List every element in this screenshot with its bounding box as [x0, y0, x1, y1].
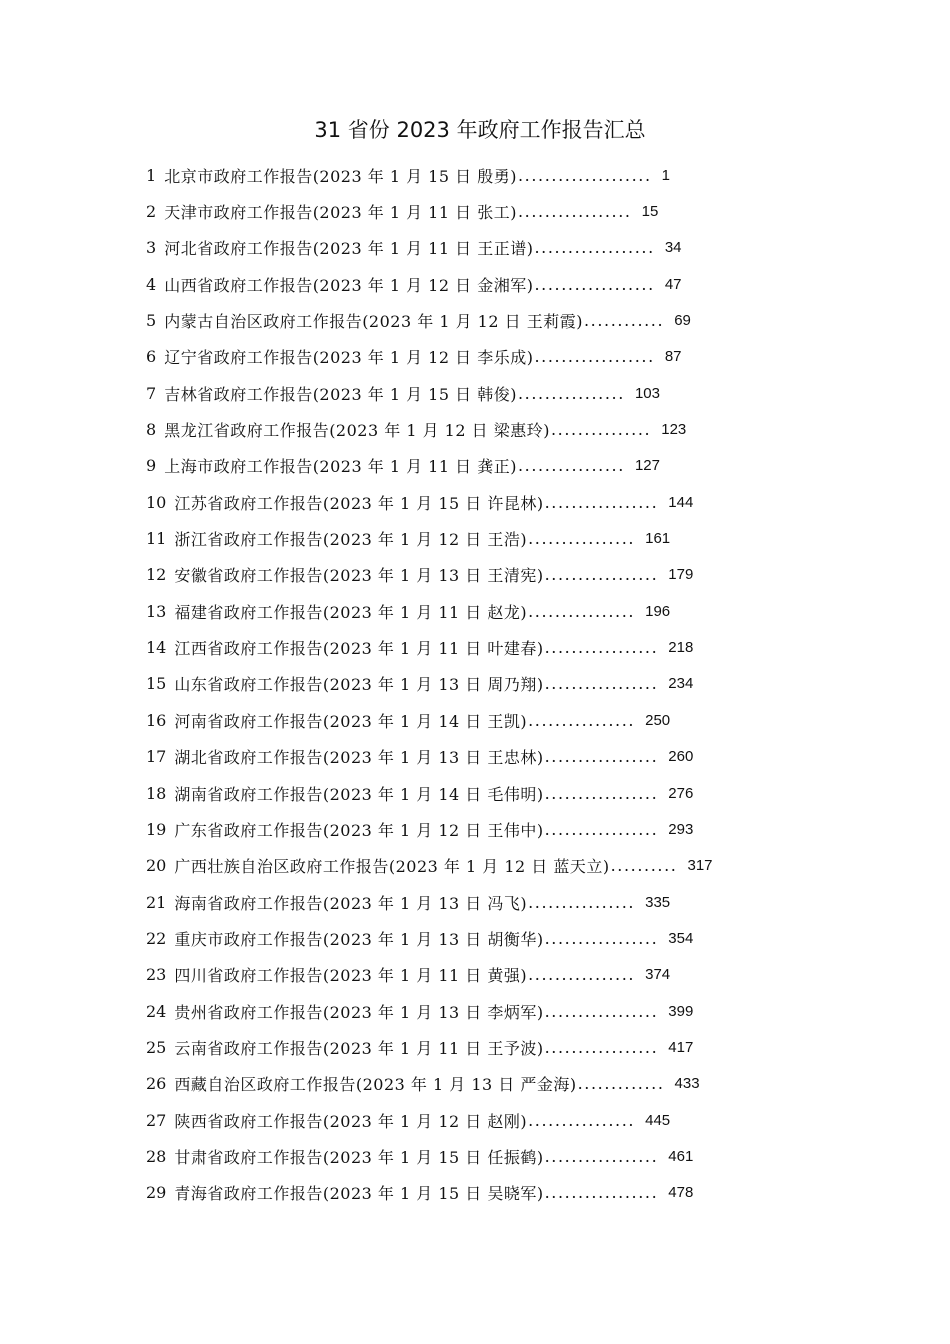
toc-entry-number: 18: [146, 783, 167, 803]
toc-page-number[interactable]: 196: [645, 602, 671, 620]
toc-page-number[interactable]: 218: [668, 639, 694, 657]
toc-entry-number: 28: [146, 1146, 167, 1166]
toc-dot-leader: ................: [528, 965, 636, 985]
toc-entry-number: 25: [146, 1037, 167, 1057]
toc-entry-title[interactable]: 西藏自治区政府工作报告(2023 年 1 月 13 日 严金海): [174, 1075, 577, 1095]
toc-page-number[interactable]: 293: [668, 820, 694, 838]
toc-entry-number: 20: [146, 856, 167, 876]
toc-entry-title[interactable]: 山东省政府工作报告(2023 年 1 月 13 日 周乃翔): [174, 675, 544, 695]
toc-entry-title[interactable]: 广西壮族自治区政府工作报告(2023 年 1 月 12 日 蓝天立): [174, 857, 610, 877]
toc-entry-number: 3: [146, 238, 157, 258]
toc-entry-number: 29: [146, 1183, 167, 1203]
toc-entry-title[interactable]: 安徽省政府工作报告(2023 年 1 月 13 日 王清宪): [174, 566, 544, 586]
document-title: 31 省份 2023 年政府工作报告汇总: [314, 118, 646, 142]
toc-page-number[interactable]: 354: [668, 929, 694, 947]
toc-entry-title[interactable]: 河南省政府工作报告(2023 年 1 月 14 日 王凯): [174, 711, 528, 731]
toc-dot-leader: ....................: [517, 165, 652, 185]
toc-entry[interactable]: [146, 375, 826, 411]
toc-dot-leader: ................: [528, 892, 636, 912]
toc-entry-number: 23: [146, 965, 167, 985]
toc-entry-number: 9: [146, 456, 157, 476]
toc-entry[interactable]: [146, 230, 826, 266]
toc-entry-title[interactable]: 上海市政府工作报告(2023 年 1 月 11 日 龚正): [164, 457, 517, 477]
toc-entry-number: 24: [146, 1001, 167, 1021]
toc-entry-number: 21: [146, 892, 167, 912]
toc-entry-number: 12: [146, 565, 167, 585]
toc-entry-title[interactable]: 湖北省政府工作报告(2023 年 1 月 13 日 王忠林): [174, 748, 544, 768]
toc-entry-title[interactable]: 云南省政府工作报告(2023 年 1 月 11 日 王予波): [174, 1038, 544, 1058]
toc-page-number[interactable]: 179: [668, 566, 694, 584]
toc-page-number[interactable]: 478: [668, 1184, 694, 1202]
toc-entry[interactable]: [146, 702, 826, 738]
toc-entry-number: 26: [146, 1074, 167, 1094]
toc-dot-leader: .................: [544, 819, 659, 839]
toc-page-number[interactable]: 123: [661, 421, 687, 439]
toc-entry-number: 17: [146, 747, 167, 767]
toc-page-number[interactable]: 335: [645, 893, 671, 911]
toc-page-number[interactable]: 144: [668, 493, 694, 511]
toc-dot-leader: ................: [517, 383, 625, 403]
toc-entry-title[interactable]: 贵州省政府工作报告(2023 年 1 月 13 日 李炳军): [174, 1002, 544, 1022]
toc-page-number[interactable]: 461: [668, 1147, 694, 1165]
toc-dot-leader: ...............: [550, 420, 652, 440]
toc-entry-number: 27: [146, 1110, 167, 1130]
toc-dot-leader: ............: [583, 311, 665, 331]
toc-entry-number: 15: [146, 674, 167, 694]
toc-entry-number: 6: [146, 347, 157, 367]
toc-entry-title[interactable]: 吉林省政府工作报告(2023 年 1 月 15 日 韩俊): [164, 384, 517, 404]
toc-entry-number: 19: [146, 819, 167, 839]
toc-entry-title[interactable]: 浙江省政府工作报告(2023 年 1 月 12 日 王浩): [174, 530, 528, 550]
toc-entry[interactable]: [146, 266, 826, 302]
toc-entry[interactable]: [146, 666, 826, 702]
toc-entry[interactable]: [146, 848, 826, 884]
toc-entry[interactable]: [146, 339, 826, 375]
toc-dot-leader: ................: [528, 529, 636, 549]
toc-entry-number: 14: [146, 638, 167, 658]
toc-page-number[interactable]: 34: [664, 239, 682, 257]
toc-entry[interactable]: [146, 1102, 826, 1138]
toc-entry-number: 1: [146, 165, 157, 185]
toc-dot-leader: ................: [528, 710, 636, 730]
toc-dot-leader: ..................: [534, 347, 655, 367]
toc-dot-leader: .................: [544, 1146, 659, 1166]
toc-entry-title[interactable]: 广东省政府工作报告(2023 年 1 月 12 日 王伟中): [174, 820, 544, 840]
toc-page-number[interactable]: 234: [668, 675, 694, 693]
toc-entry[interactable]: [146, 302, 826, 338]
toc-dot-leader: .................: [544, 1037, 659, 1057]
toc-entry[interactable]: [146, 157, 826, 193]
toc-entry[interactable]: [146, 957, 826, 993]
toc-entry-title[interactable]: 辽宁省政府工作报告(2023 年 1 月 12 日 李乐成): [164, 348, 534, 368]
toc-entry-title[interactable]: 四川省政府工作报告(2023 年 1 月 11 日 黄强): [174, 966, 528, 986]
toc-dot-leader: ................: [528, 601, 636, 621]
toc-entry[interactable]: [146, 920, 826, 956]
toc-entry-number: 5: [146, 311, 157, 331]
toc-entry[interactable]: [146, 193, 826, 229]
toc-page-number[interactable]: 399: [668, 1002, 694, 1020]
toc-dot-leader: .................: [544, 674, 659, 694]
toc-entry[interactable]: [146, 593, 826, 629]
toc-entry-title[interactable]: 山西省政府工作报告(2023 年 1 月 12 日 金湘军): [164, 275, 534, 295]
toc-entry-title[interactable]: 河北省政府工作报告(2023 年 1 月 11 日 王正谱): [164, 239, 534, 259]
toc-page-number[interactable]: 103: [634, 384, 660, 402]
toc-page-number[interactable]: 69: [674, 312, 691, 330]
toc-entry-title[interactable]: 内蒙古自治区政府工作报告(2023 年 1 月 12 日 王莉霞): [164, 312, 583, 332]
toc-entry-title[interactable]: 重庆市政府工作报告(2023 年 1 月 13 日 胡衡华): [174, 929, 544, 949]
toc-entry[interactable]: [146, 811, 826, 847]
toc-page-number[interactable]: 317: [687, 857, 713, 875]
toc-entry-title[interactable]: 甘肃省政府工作报告(2023 年 1 月 15 日 任振鹤): [174, 1147, 544, 1167]
toc-page-number[interactable]: 276: [668, 784, 694, 802]
toc-entry-title[interactable]: 北京市政府工作报告(2023 年 1 月 15 日 殷勇): [164, 166, 517, 186]
toc-dot-leader: .................: [544, 638, 659, 658]
toc-page-number[interactable]: 15: [641, 203, 659, 221]
toc-entry-number: 10: [146, 492, 167, 512]
toc-entry-number: 22: [146, 928, 167, 948]
toc-entry-title[interactable]: 江苏省政府工作报告(2023 年 1 月 15 日 许昆林): [174, 493, 544, 513]
toc-entry-number: 7: [146, 383, 157, 403]
toc-dot-leader: .................: [544, 783, 659, 803]
toc-page-number[interactable]: 433: [674, 1075, 700, 1093]
toc-dot-leader: ..........: [610, 856, 678, 876]
toc-entry[interactable]: [146, 1029, 826, 1065]
toc-dot-leader: .................: [544, 1001, 659, 1021]
toc-entry[interactable]: [146, 448, 826, 484]
toc-entry-title[interactable]: 福建省政府工作报告(2023 年 1 月 11 日 赵龙): [174, 602, 528, 622]
toc-entry-number: 4: [146, 274, 157, 294]
toc-entry[interactable]: [146, 557, 826, 593]
toc-entry[interactable]: [146, 1175, 826, 1211]
toc-dot-leader: .................: [544, 928, 659, 948]
toc-entry-title[interactable]: 湖南省政府工作报告(2023 年 1 月 14 日 毛伟明): [174, 784, 544, 804]
toc-dot-leader: .................: [544, 747, 659, 767]
toc-entry-title[interactable]: 青海省政府工作报告(2023 年 1 月 15 日 吴晓军): [174, 1184, 544, 1204]
toc-entry-title[interactable]: 陕西省政府工作报告(2023 年 1 月 12 日 赵刚): [174, 1111, 528, 1131]
toc-entry-number: 16: [146, 710, 167, 730]
toc-entry[interactable]: [146, 739, 826, 775]
toc-entry-number: 11: [146, 529, 167, 549]
toc-page-number[interactable]: 87: [664, 348, 682, 366]
toc-page-number[interactable]: 250: [645, 711, 671, 729]
toc-dot-leader: .................: [544, 492, 659, 512]
toc-dot-leader: ..................: [534, 274, 655, 294]
toc-entry-title[interactable]: 海南省政府工作报告(2023 年 1 月 13 日 冯飞): [174, 893, 528, 913]
toc-entry[interactable]: [146, 775, 826, 811]
toc-entry[interactable]: [146, 1138, 826, 1174]
toc-entry[interactable]: [146, 520, 826, 556]
toc-dot-leader: .............: [577, 1074, 665, 1094]
toc-dot-leader: .................: [517, 202, 632, 222]
toc-page-number[interactable]: 47: [664, 275, 682, 293]
toc-entry-number: 13: [146, 601, 167, 621]
toc-dot-leader: ..................: [534, 238, 655, 258]
toc-entry-title[interactable]: 黑龙江省政府工作报告(2023 年 1 月 12 日 梁惠玲): [164, 421, 550, 441]
toc-dot-leader: ................: [528, 1110, 636, 1130]
toc-entry[interactable]: [146, 411, 826, 447]
toc-entry[interactable]: [146, 993, 826, 1029]
toc-entry-title[interactable]: 天津市政府工作报告(2023 年 1 月 11 日 张工): [164, 203, 517, 223]
toc-page-number[interactable]: 1: [661, 166, 671, 184]
toc-entry[interactable]: [146, 484, 826, 520]
toc-page-number[interactable]: 445: [645, 1111, 671, 1129]
toc-entry-title[interactable]: 江西省政府工作报告(2023 年 1 月 11 日 叶建春): [174, 639, 544, 659]
toc-dot-leader: .................: [544, 1183, 659, 1203]
toc-entry[interactable]: [146, 1066, 826, 1102]
toc-page-number[interactable]: 374: [645, 966, 671, 984]
toc-dot-leader: .................: [544, 565, 659, 585]
toc-entry[interactable]: [146, 884, 826, 920]
toc-page-number[interactable]: 260: [668, 748, 694, 766]
table-of-contents: [146, 157, 826, 1211]
toc-entry[interactable]: [146, 629, 826, 665]
toc-page-number[interactable]: 161: [645, 530, 671, 548]
toc-entry-number: 2: [146, 202, 157, 222]
toc-entry-number: 8: [146, 420, 157, 440]
toc-page-number[interactable]: 417: [668, 1038, 694, 1056]
toc-dot-leader: ................: [517, 456, 625, 476]
toc-page-number[interactable]: 127: [634, 457, 660, 475]
